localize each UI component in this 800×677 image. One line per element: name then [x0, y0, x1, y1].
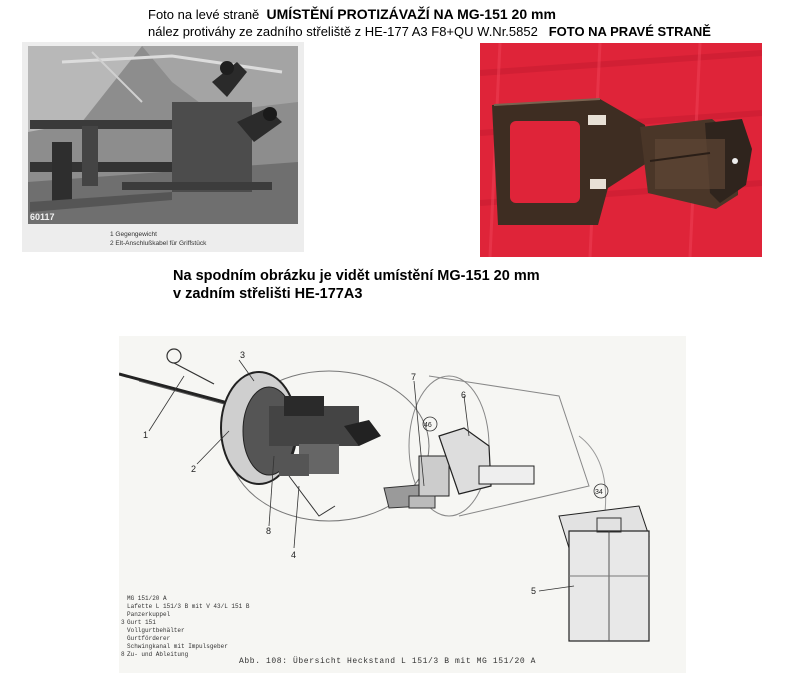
- legend-item-3: Panzerkuppel: [127, 611, 171, 618]
- counterweight-find-photo-art: [480, 43, 762, 257]
- legend-item-4: Gurt 151: [127, 619, 156, 626]
- callout-7: 7: [411, 372, 417, 382]
- caption-line-1: [148, 6, 556, 22]
- legend-item-2: Lafette L 151/3 B mit V 43/L 151 B: [127, 603, 250, 610]
- caption-line-1-prefix: Foto na levé straně: [148, 7, 260, 22]
- callout-4: 4: [291, 550, 297, 560]
- drawing-caption: Abb. 108: Übersicht Heckstand L 151/3 B mit MG 151/20 A: [239, 657, 537, 666]
- legend-num-8: 8: [121, 651, 125, 658]
- caption-middle-2: v zadním střelišti HE-177A3: [173, 286, 363, 302]
- callout-2: 2: [191, 464, 197, 474]
- legend-item-1: MG 151/20 A: [127, 595, 167, 602]
- rear-turret-drawing-art: [119, 336, 686, 673]
- photo-legend-1: 1 Gegengewicht: [110, 231, 157, 238]
- caption-line-1-title: UMÍSTĚNÍ PROTIZÁVAŽÍ NA MG-151 20 mm: [266, 6, 556, 22]
- callout-3: 3: [240, 350, 246, 360]
- photo-number-label: 60117: [30, 212, 55, 222]
- photo-legend-2: 2 Elt-Anschlußkabel für Griffstück: [110, 240, 207, 247]
- counterweight-manual-photo: [22, 42, 304, 252]
- callout-6: 6: [461, 390, 467, 400]
- callout-34: 34: [595, 489, 603, 496]
- rear-turret-drawing: [119, 336, 686, 673]
- legend-num-4: 3: [121, 619, 125, 626]
- legend-item-5: Vollgurtbehälter: [127, 627, 185, 634]
- caption-line-2: [148, 24, 711, 39]
- callout-8: 8: [266, 526, 272, 536]
- caption-line-2-right-photo-label: FOTO NA PRAVÉ STRANĚ: [548, 24, 711, 39]
- callout-1: 1: [143, 430, 149, 440]
- counterweight-find-photo: [480, 43, 762, 257]
- callout-46: 46: [424, 422, 432, 429]
- legend-item-7: Schwingkanal mit Impulsgeber: [127, 643, 228, 650]
- callout-5: 5: [531, 586, 537, 596]
- legend-item-8: Zu- und Ableitung: [127, 651, 189, 658]
- caption-line-2-text: nález protiváhy ze zadního střeliště z HE-177 A3 F8+QU W.Nr.5852: [148, 24, 538, 39]
- counterweight-manual-photo-art: [22, 42, 304, 252]
- legend-item-6: Gurtförderer: [127, 635, 171, 642]
- caption-middle-1: Na spodním obrázku je vidět umístění MG-151 20 mm: [173, 268, 540, 284]
